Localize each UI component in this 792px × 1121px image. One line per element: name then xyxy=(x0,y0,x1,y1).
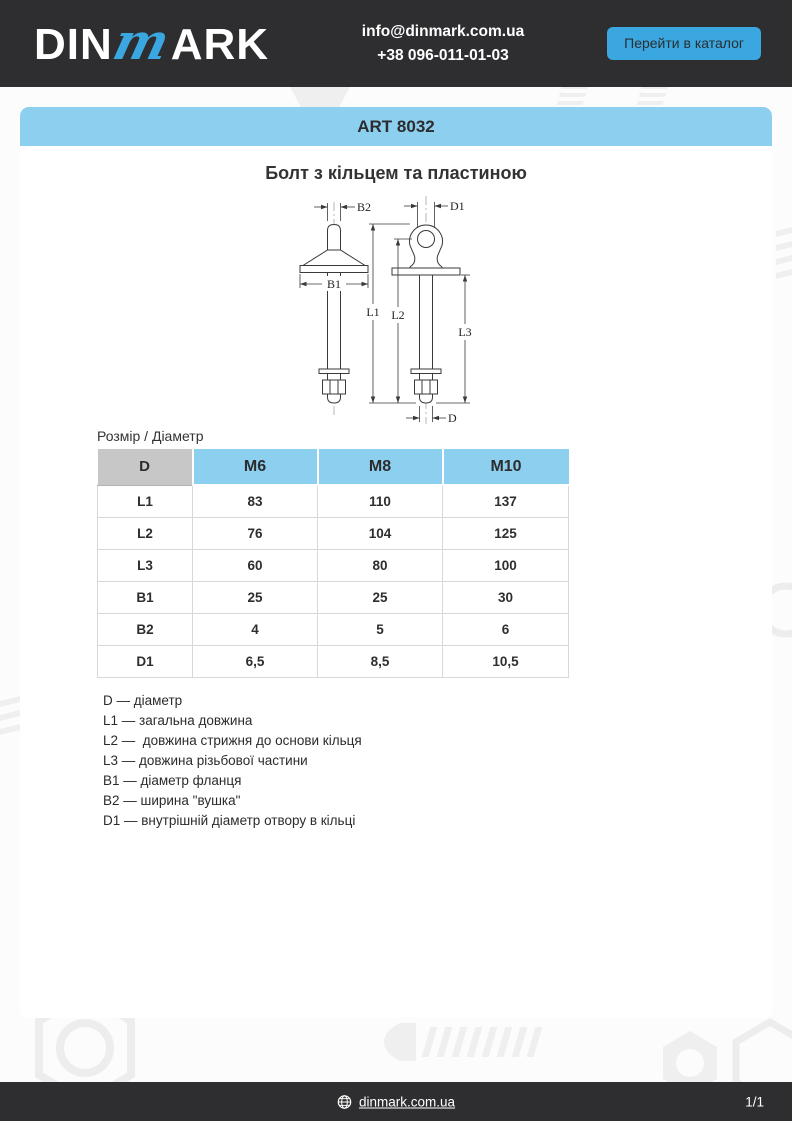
legend-item-d1: D1 — внутрішній діаметр отвору в кільці xyxy=(103,813,356,828)
table-cell: 83 xyxy=(193,485,318,518)
bolt-side-view xyxy=(300,225,368,404)
table-cell: 60 xyxy=(193,550,318,582)
col-header-d: D xyxy=(98,449,193,485)
table-cell: 76 xyxy=(193,518,318,550)
logo-part-m: m xyxy=(107,12,177,71)
legend-item-b1: B1 — діаметр фланця xyxy=(103,773,242,788)
footer-bar xyxy=(0,1082,792,1121)
table-cell: 10,5 xyxy=(443,646,569,678)
col-header-m6: M6 xyxy=(193,449,318,485)
spec-table xyxy=(97,449,569,678)
table-cell: 6 xyxy=(443,614,569,646)
row-header-b2: B2 xyxy=(98,614,193,646)
table-cell: 125 xyxy=(443,518,569,550)
row-header-d1: D1 xyxy=(98,646,193,678)
footer-site-block xyxy=(337,1094,455,1109)
header-bar xyxy=(0,0,792,87)
logo-part-ark: ARK xyxy=(170,20,270,69)
table-row xyxy=(98,550,569,582)
row-header-l3: L3 xyxy=(98,550,193,582)
table-row xyxy=(98,614,569,646)
table-cell: 5 xyxy=(318,614,443,646)
logo-part-din: DIN xyxy=(34,20,113,69)
row-header-b1: B1 xyxy=(98,582,193,614)
page-title: Болт з кільцем та пластиною xyxy=(265,163,527,183)
col-header-m8: M8 xyxy=(318,449,443,485)
legend-item-l1: L1 — загальна довжина xyxy=(103,713,253,728)
dim-label-b1: B1 xyxy=(326,277,342,291)
contact-phone: +38 096-011-01-03 xyxy=(377,47,509,64)
table-header-row xyxy=(98,449,569,485)
table-cell: 104 xyxy=(318,518,443,550)
dim-label-l3: L3 xyxy=(458,325,472,339)
row-header-l1: L1 xyxy=(98,485,193,518)
dim-label-l1: L1 xyxy=(366,305,380,319)
table-row xyxy=(98,582,569,614)
dim-label-b2: B2 xyxy=(357,200,372,214)
table-cell: 80 xyxy=(318,550,443,582)
table-cell: 137 xyxy=(443,485,569,518)
footer-site-link[interactable]: dinmark.com.ua xyxy=(358,1094,456,1109)
dim-label-d: D xyxy=(448,411,457,425)
row-header-l2: L2 xyxy=(98,518,193,550)
col-header-m10: M10 xyxy=(443,449,569,485)
technical-drawing xyxy=(286,194,506,426)
table-row xyxy=(98,518,569,550)
table-cell: 100 xyxy=(443,550,569,582)
size-caption: Розмір / Діаметр xyxy=(97,428,204,444)
table-cell: 8,5 xyxy=(318,646,443,678)
go-to-catalog-button[interactable]: Перейти в каталог xyxy=(607,27,761,60)
legend-item-b2: B2 — ширина "вушка" xyxy=(103,793,241,808)
dimension-legend xyxy=(103,691,772,831)
dim-label-d1: D1 xyxy=(450,199,465,213)
legend-item-l3: L3 — довжина різьбової частини xyxy=(103,753,308,768)
header-contact-block xyxy=(362,20,524,68)
table-cell: 4 xyxy=(193,614,318,646)
legend-item-d: D — діаметр xyxy=(103,693,183,708)
content-card xyxy=(20,146,772,1018)
contact-email: info@dinmark.com.ua xyxy=(361,23,525,40)
table-cell: 30 xyxy=(443,582,569,614)
page-indicator: 1/1 xyxy=(745,1094,764,1109)
legend-item-l2: L2 — довжина стрижня до основи кільця xyxy=(103,733,362,748)
table-cell: 110 xyxy=(318,485,443,518)
table-cell: 25 xyxy=(318,582,443,614)
table-row xyxy=(98,485,569,518)
table-cell: 6,5 xyxy=(193,646,318,678)
dinmark-logo xyxy=(34,12,270,71)
table-row xyxy=(98,646,569,678)
globe-icon xyxy=(337,1094,352,1109)
dim-label-l2: L2 xyxy=(391,308,405,322)
table-cell: 25 xyxy=(193,582,318,614)
article-banner: ART 8032 xyxy=(20,107,772,146)
